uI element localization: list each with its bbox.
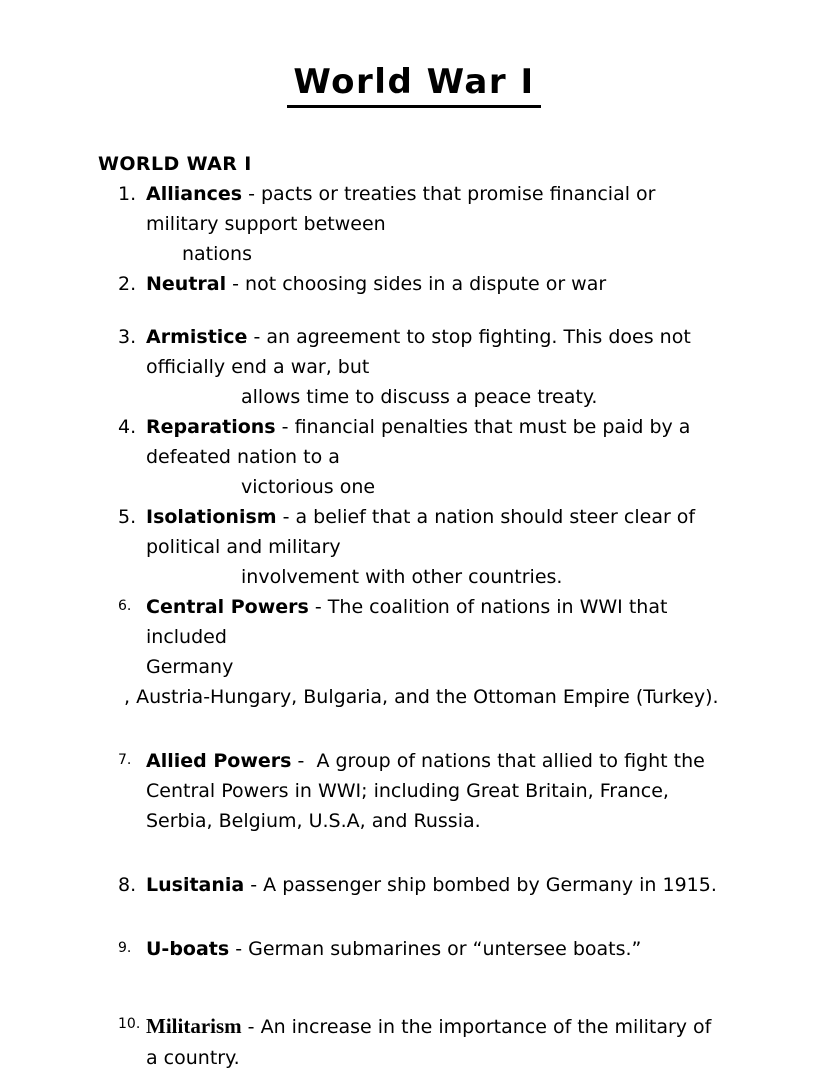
definition-line: political and military: [146, 535, 341, 558]
term-dash: -: [275, 415, 295, 438]
list-marker: 5.: [118, 505, 137, 528]
definition-text: German submarines or “untersee boats.”: [248, 937, 642, 960]
list-item-body: [124, 592, 732, 712]
list-item-body: [146, 746, 732, 836]
term-dash: -: [242, 183, 261, 206]
definition-line: nations: [182, 243, 252, 266]
list-marker: 1.: [118, 183, 137, 206]
definition-line: [146, 502, 732, 532]
list-item: [118, 870, 732, 900]
spacer: [0, 712, 828, 746]
definition-line: victorious one: [241, 475, 376, 498]
definition-text: The coalition of nations in WWI that included: [146, 595, 674, 648]
term-label: Central Powers: [146, 595, 309, 618]
list-marker: 3.: [118, 325, 137, 348]
definition-line: [146, 412, 732, 442]
definition-line: involvement with other countries.: [241, 565, 563, 588]
definition-text: An increase in the importance of the military of: [260, 1015, 712, 1038]
definition-text: not choosing sides in a dispute or war: [245, 273, 607, 296]
list-marker: 4.: [118, 415, 137, 438]
spacer: [0, 998, 828, 1010]
spacer: [0, 300, 828, 322]
list-marker: 7.: [118, 751, 132, 768]
definition-line: Germany: [146, 655, 234, 678]
definition-text: pacts or treaties that promise financial or: [261, 183, 656, 206]
list-item-body: [146, 412, 732, 502]
definition-line: officially end a war, but: [146, 355, 370, 378]
definition-line: Central Powers in WWI; including Great Britain, France,: [146, 779, 669, 802]
list-marker: 8.: [118, 873, 137, 896]
definition-line: a country.: [146, 1046, 240, 1069]
list-item-body: [146, 934, 732, 964]
list-item: [118, 502, 732, 592]
term-dash: -: [241, 1015, 261, 1038]
list-marker: 2.: [118, 273, 137, 296]
definition-line: defeated nation to a: [146, 445, 340, 468]
spacer: [0, 900, 828, 934]
term-dash: -: [229, 937, 249, 960]
term-dash: -: [308, 595, 328, 618]
term-dash: -: [276, 505, 296, 528]
term-dash: -: [291, 749, 317, 772]
definition-line: [146, 179, 732, 209]
spacer: [0, 964, 828, 998]
term-dash: -: [244, 873, 264, 896]
list-item-body: [146, 322, 732, 412]
term-label: U-boats: [146, 937, 230, 960]
definition-line: [146, 746, 732, 776]
term-label: Isolationism: [146, 505, 277, 528]
definition-line: military support between: [146, 213, 386, 236]
document-body: [0, 150, 828, 1071]
page-title: [0, 64, 828, 101]
list-item-body: [146, 269, 732, 299]
definition-line: [146, 322, 732, 352]
definition-line: [146, 870, 732, 900]
definition-text: A passenger ship bombed by Germany in 1915.: [263, 873, 717, 896]
definition-text: financial penalties that must be paid by a: [294, 415, 691, 438]
definition-line: [146, 1010, 732, 1043]
list-item: [118, 934, 732, 964]
term-label: Reparations: [146, 415, 276, 438]
term-label: Militarism: [146, 1013, 242, 1038]
list-item-body: [146, 1010, 732, 1071]
list-item: [118, 269, 732, 299]
page-title-text: World War I: [287, 62, 540, 108]
term-dash: -: [226, 273, 246, 296]
definition-text: an agreement to stop fighting. This does not: [266, 325, 691, 348]
list-item: [118, 746, 732, 836]
section-heading: WORLD WAR I: [98, 153, 252, 175]
list-item: [118, 412, 732, 502]
term-label: Alliances: [146, 183, 243, 206]
list-item-body: [146, 179, 732, 269]
definition-line: , Austria-Hungary, Bulgaria, and the Ottoman Empire (Turkey).: [124, 685, 719, 708]
term-label: Allied Powers: [146, 749, 292, 772]
term-dash: -: [247, 325, 267, 348]
term-label: Lusitania: [146, 873, 245, 896]
list-marker: 6.: [118, 597, 132, 614]
definition-line: [146, 269, 732, 299]
definition-line: allows time to discuss a peace treaty.: [241, 385, 598, 408]
list-item: [118, 1010, 732, 1071]
list-item: [118, 179, 732, 269]
list-item: [118, 592, 732, 712]
list-marker: 9.: [118, 939, 132, 956]
spacer: [0, 836, 828, 870]
list-marker: 10.: [118, 1015, 141, 1032]
definition-line: [146, 592, 732, 652]
definition-text: A group of nations that allied to fight the: [316, 749, 705, 772]
term-label: Neutral: [146, 273, 227, 296]
definition-line: [146, 934, 732, 964]
term-label: Armistice: [146, 325, 248, 348]
list-item-body: [146, 502, 732, 592]
list-item: [118, 322, 732, 412]
list-item-body: [146, 870, 732, 900]
definition-line: Serbia, Belgium, U.S.A, and Russia.: [146, 809, 481, 832]
definition-text: a belief that a nation should steer clear of: [295, 505, 696, 528]
